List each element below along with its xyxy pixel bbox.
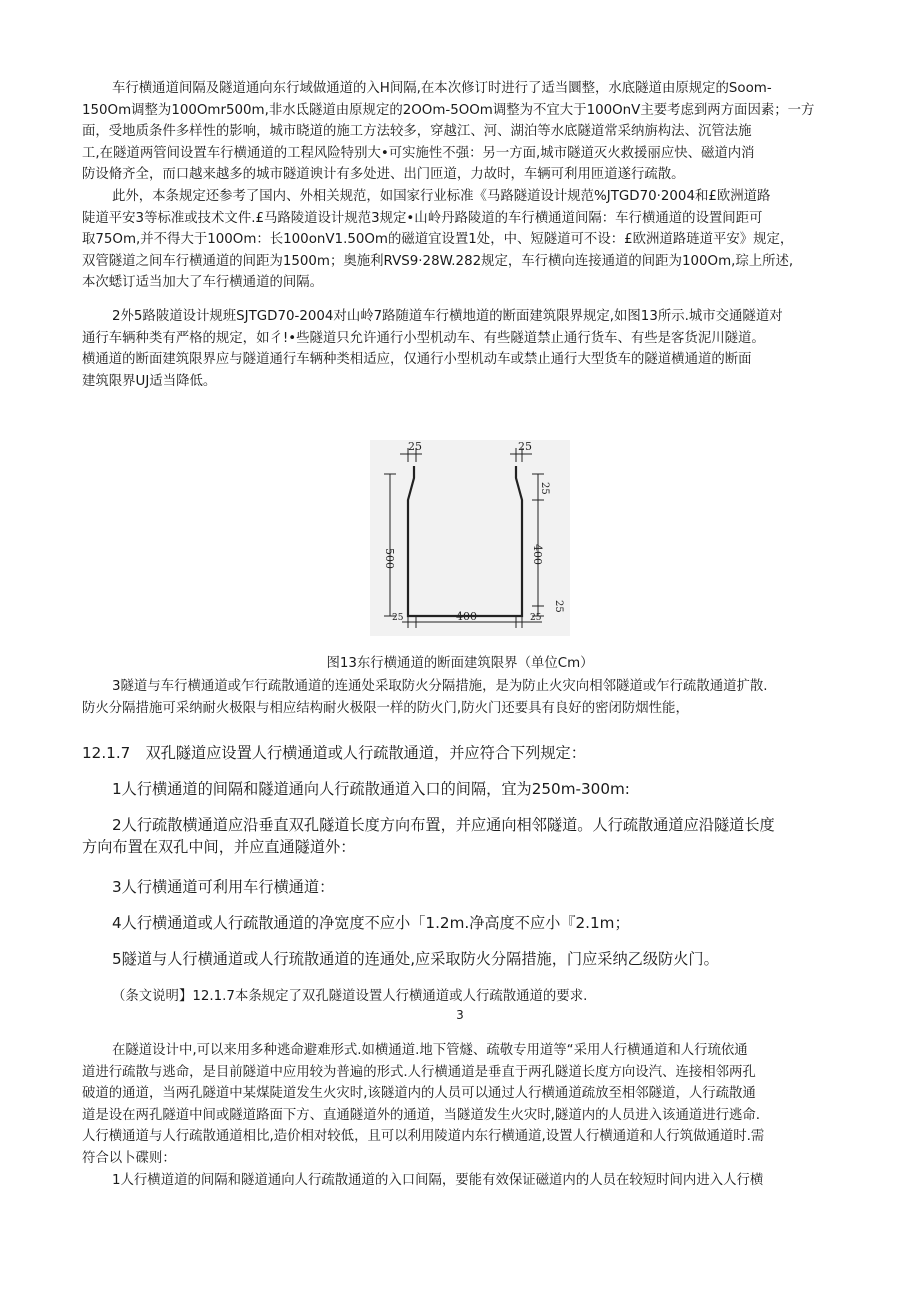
paragraph-escape-forms bbox=[82, 1040, 862, 1169]
dim-top-right: 25 bbox=[518, 440, 532, 453]
text-line: 通行车辆种类有严格的规定，如彳!•些隧道只允许通行小型机动车、有些隧道禁止通行货车、有些是客货泥川隧道。 bbox=[82, 330, 765, 346]
dim-bottom-left: 25 bbox=[392, 613, 404, 623]
text-line: 道进行疏散与逃命，是目前隧道中应用较为普遍的形式.人行横通道是垂直于两孔隧道长度方向设汽、连接相邻两孔 bbox=[82, 1064, 756, 1080]
clause-item-3 bbox=[112, 876, 862, 898]
text-line: 1人行横道道的间隔和隧道通向人行疏散通道的入口间隔，要能有效保证磁道内的人员在较短时间内进入人行横 bbox=[112, 1173, 764, 1188]
clearance-figure bbox=[370, 440, 570, 636]
text-line: 建筑限界UJ适当降低。 bbox=[82, 373, 217, 389]
text-line: 方向布置在双孔中间，并应直通隧道外： bbox=[82, 838, 356, 856]
clearance-outline bbox=[408, 466, 522, 616]
dim-bottom: 400 bbox=[456, 610, 477, 623]
paragraph-crossing-interval bbox=[82, 1170, 862, 1192]
text-line: 横通道的断面建筑限界应与隧道通行车辆种类相适应，仅通行小型机动车或禁止通行大型货车的隧道横通道的断面 bbox=[82, 352, 752, 367]
text-line: 工,在隧道两管间设置车行横通道的工程风险特别大•可实施性不强：另一方面,城市隧道灭火救援丽应快、磁道内消 bbox=[82, 145, 755, 161]
paragraph-reference-standards bbox=[82, 186, 862, 294]
clause-item-5 bbox=[112, 948, 862, 970]
clause-note: （条文说明】12.1.7本条规定了双孔隧道设置人行横通道或人行疏散通道的要求. bbox=[112, 989, 588, 1004]
clause-heading: 12.1.7 双孔隧道应设置人行横通道或人行疏散通道，并应符合下列规定： bbox=[82, 744, 586, 762]
dim-right: 400 bbox=[531, 544, 544, 565]
text-line: 人行横通道与人行疏散通道相比,造价相对较低，且可以利用陵道内东行横通道,设置人行横通道和人行筑做通道时.需 bbox=[82, 1129, 765, 1144]
paragraph-fire-separation bbox=[82, 676, 862, 719]
text-line: 150Om调整为100Omr500m,非水氐隧道由原规定的2OOm-5OOm调整为不宜大于100OnV主要考虑到两方面因素；一方 bbox=[82, 102, 815, 118]
dim-bottom-right: 25 bbox=[530, 613, 542, 623]
text-line: 5隧道与人行横通道或人行琉散通道的连通处,应采取防火分隔措施，门应采纳乙级防火门。 bbox=[112, 950, 719, 968]
text-line: 陡道平安3等标准或技术文件.£马路陵道设计规范3规定•山岭丹路陵道的车行横通道间隔：车行横通道的设置间距可 bbox=[82, 210, 763, 226]
clearance-diagram bbox=[370, 440, 570, 636]
text-line: 1人行横通道的间隔和隧道通向人行疏散通道入口的间隔，宜为250m-300m: bbox=[112, 780, 630, 798]
text-line: 破道的通道，当两孔隧道中某煤陡道发生火灾时,该隧道内的人员可以通过人行横通道疏放至相邻隧道，人行疏散通 bbox=[82, 1086, 756, 1101]
figure-caption: 图13东行横通道的断面建筑限界（单位Cm） bbox=[326, 656, 594, 671]
text-line: 在隧道设计中,可以来用多种逃命避难形式.如横通道.地下管燧、疏敬专用道等“采用人行横通道和人行琉依通 bbox=[112, 1043, 748, 1058]
text-line: 3隧道与车行横通道或乍行疏散通道的连通处采取防火分隔措施，是为防止火灾向相邻隧道或乍行疏散通道扩散. bbox=[112, 679, 768, 694]
page-number: 3 bbox=[456, 1008, 464, 1022]
clause-item-4 bbox=[112, 912, 862, 934]
text-line: 此外，本条规定还参考了国内、外相关规范，如国家行业标准《马路隧道设计规范%JTGD70·2004和£欧洲道路 bbox=[112, 189, 771, 204]
dim-top-left: 25 bbox=[408, 440, 422, 453]
text-line: 3人行横通道可利用车行横通道： bbox=[112, 878, 335, 896]
text-line: 2外5路陂道设计规班SJTGD70-2004对山岭7路随道车行横地道的断面建筑限界规定,如图13所示.城市交通隧道对 bbox=[112, 309, 783, 324]
paragraph-crossing-spacing bbox=[82, 78, 862, 186]
dim-right-bottom: 25 bbox=[553, 600, 564, 613]
text-line: 本次蟋订适当加大了车行横通道的间隔。 bbox=[82, 275, 324, 290]
text-line: 道是设在两孔隧道中间或隧道路面下方、直通隧道外的通道，当隧道发生火灾时,隧道内的人员进入该通道进行逃命. bbox=[82, 1107, 761, 1123]
text-line: 防火分隔措施可采纳耐火极限与相应结构耐火极限一样的防火门,防火门还要具有良好的密闭防烟性能， bbox=[82, 700, 689, 716]
text-line: 防设脩齐全，而口越来越多的城市隧道谀计有多处进、出门匝道，力故时，车辆可利用匝道遂行疏散。 bbox=[82, 167, 685, 182]
text-line: 2人行疏散横通道应沿垂直双孔隧道长度方向布置，并应通向相邻隧道。人行疏散通道应沿隧道长度 bbox=[112, 816, 775, 834]
clause-item-1 bbox=[112, 778, 862, 800]
text-line: 4人行横通道或人行疏散通道的净宽度不应小「1.2m.净高度不应小『2.1m； bbox=[112, 914, 630, 932]
text-line: 取75Om,并不得大于100Om：长100onV1.50Om的磁道宜设置1处，中、短隧道可不设：£欧洲道路琏道平安》规定， bbox=[82, 232, 794, 247]
text-line: 面，受地质条件多样性的影响，城市晓道的施工方法较多，穿越江、河、湖泊等水底隧道常采纳旃构法、沉管法施 bbox=[82, 124, 752, 139]
clause-item-2 bbox=[82, 814, 862, 858]
paragraph-clearance bbox=[82, 306, 862, 392]
text-line: 车行横通道间隔及隧道通向东行域做通道的入H间隔,在本次修订时进行了适当圜整，水底隧道由原规定的Soom- bbox=[112, 81, 772, 96]
text-line: 符合以卜碟则： bbox=[82, 1150, 176, 1166]
text-line: 双管隧道之间车行横通道的间距为1500m；奥施利RVS9·28W.282规定，车行横向连接通道的间距为100Om,琮上所述, bbox=[82, 253, 794, 269]
dim-left: 500 bbox=[383, 548, 396, 569]
dim-right-top: 25 bbox=[539, 482, 550, 495]
